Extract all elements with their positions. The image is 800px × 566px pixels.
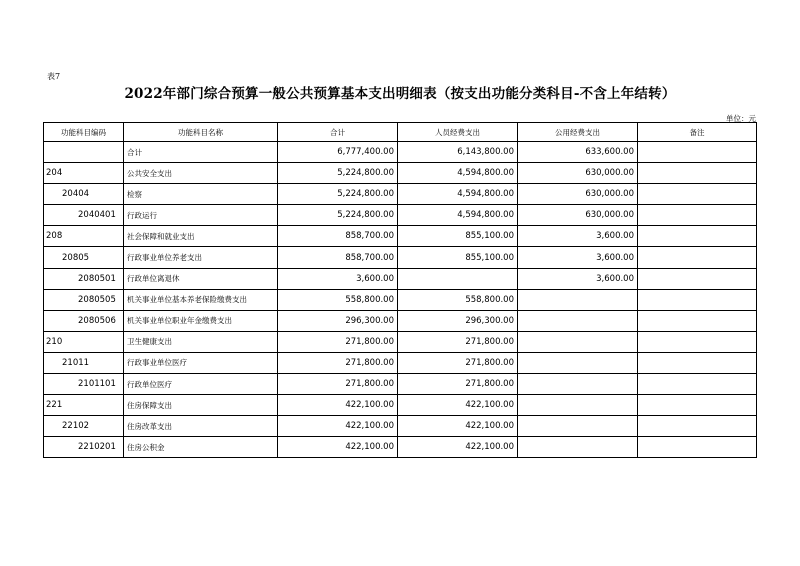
- row-total-cell: 271,800.00: [278, 331, 398, 352]
- row-total-cell: 296,300.00: [278, 310, 398, 331]
- table-row: [44, 437, 757, 458]
- row-public-cell: 3,600.00: [518, 226, 638, 247]
- row-code-cell: 221: [44, 395, 124, 416]
- header-total: 合计: [278, 123, 398, 142]
- row-name-cell: 行政单位医疗: [124, 374, 278, 395]
- row-note-cell: [638, 437, 757, 458]
- table-row: [44, 395, 757, 416]
- row-personnel-cell: [398, 268, 518, 289]
- table-row: [44, 331, 757, 352]
- row-note-cell: [638, 163, 757, 184]
- row-code-cell: 20404: [44, 184, 124, 205]
- row-total-cell: 3,600.00: [278, 268, 398, 289]
- row-name-cell: 住房改革支出: [124, 416, 278, 437]
- row-personnel-cell: 4,594,800.00: [398, 205, 518, 226]
- budget-table: [43, 122, 757, 458]
- table-row: [44, 289, 757, 310]
- table-row: [44, 374, 757, 395]
- row-name-cell: 检察: [124, 184, 278, 205]
- row-note-cell: [638, 205, 757, 226]
- row-note-cell: [638, 142, 757, 163]
- row-code-cell: 210: [44, 331, 124, 352]
- row-code-cell: 204: [44, 163, 124, 184]
- row-personnel-cell: 4,594,800.00: [398, 163, 518, 184]
- row-total-cell: 271,800.00: [278, 374, 398, 395]
- row-name-cell: 合计: [124, 142, 278, 163]
- row-name-cell: 机关事业单位职业年金缴费支出: [124, 310, 278, 331]
- header-public: 公用经费支出: [518, 123, 638, 142]
- row-note-cell: [638, 374, 757, 395]
- row-total-cell: 422,100.00: [278, 395, 398, 416]
- row-note-cell: [638, 416, 757, 437]
- row-public-cell: 633,600.00: [518, 142, 638, 163]
- table-row: [44, 352, 757, 373]
- table-row: [44, 163, 757, 184]
- row-note-cell: [638, 310, 757, 331]
- row-note-cell: [638, 247, 757, 268]
- table-row: [44, 310, 757, 331]
- row-code-cell: 22102: [44, 416, 124, 437]
- table-row: [44, 142, 757, 163]
- header-personnel: 人员经费支出: [398, 123, 518, 142]
- row-public-cell: [518, 289, 638, 310]
- row-public-cell: 630,000.00: [518, 184, 638, 205]
- row-public-cell: [518, 374, 638, 395]
- row-public-cell: [518, 395, 638, 416]
- row-note-cell: [638, 289, 757, 310]
- row-total-cell: 558,800.00: [278, 289, 398, 310]
- row-code-cell: 2080501: [44, 268, 124, 289]
- row-name-cell: 行政事业单位养老支出: [124, 247, 278, 268]
- row-name-cell: 社会保障和就业支出: [124, 226, 278, 247]
- row-public-cell: [518, 352, 638, 373]
- row-personnel-cell: 422,100.00: [398, 416, 518, 437]
- table-number-label: 表7: [47, 72, 61, 81]
- row-note-cell: [638, 395, 757, 416]
- table-header-row: [44, 123, 757, 142]
- row-personnel-cell: 855,100.00: [398, 226, 518, 247]
- header-code: 功能科目编码: [44, 123, 124, 142]
- row-personnel-cell: 558,800.00: [398, 289, 518, 310]
- header-name: 功能科目名称: [124, 123, 278, 142]
- row-note-cell: [638, 184, 757, 205]
- row-total-cell: 5,224,800.00: [278, 184, 398, 205]
- row-note-cell: [638, 352, 757, 373]
- row-personnel-cell: 271,800.00: [398, 374, 518, 395]
- row-total-cell: 6,777,400.00: [278, 142, 398, 163]
- row-personnel-cell: 4,594,800.00: [398, 184, 518, 205]
- header-note: 备注: [638, 123, 757, 142]
- row-note-cell: [638, 268, 757, 289]
- row-public-cell: [518, 310, 638, 331]
- row-name-cell: 行政单位离退休: [124, 268, 278, 289]
- row-personnel-cell: 422,100.00: [398, 437, 518, 458]
- row-public-cell: [518, 416, 638, 437]
- table-row: [44, 416, 757, 437]
- row-total-cell: 858,700.00: [278, 226, 398, 247]
- row-note-cell: [638, 331, 757, 352]
- row-total-cell: 5,224,800.00: [278, 163, 398, 184]
- row-public-cell: 3,600.00: [518, 268, 638, 289]
- row-total-cell: 5,224,800.00: [278, 205, 398, 226]
- row-code-cell: 21011: [44, 352, 124, 373]
- row-name-cell: 行政事业单位医疗: [124, 352, 278, 373]
- row-personnel-cell: 6,143,800.00: [398, 142, 518, 163]
- row-personnel-cell: 855,100.00: [398, 247, 518, 268]
- row-public-cell: [518, 331, 638, 352]
- row-total-cell: 422,100.00: [278, 437, 398, 458]
- row-note-cell: [638, 226, 757, 247]
- row-total-cell: 858,700.00: [278, 247, 398, 268]
- row-name-cell: 住房公积金: [124, 437, 278, 458]
- row-code-cell: 2080505: [44, 289, 124, 310]
- row-code-cell: 2210201: [44, 437, 124, 458]
- row-total-cell: 422,100.00: [278, 416, 398, 437]
- row-personnel-cell: 271,800.00: [398, 352, 518, 373]
- document-title: 2022年部门综合预算一般公共预算基本支出明细表（按支出功能分类科目-不含上年结转）: [124, 86, 676, 102]
- row-personnel-cell: 271,800.00: [398, 331, 518, 352]
- table-body: [44, 142, 757, 458]
- row-personnel-cell: 422,100.00: [398, 395, 518, 416]
- table-row: [44, 247, 757, 268]
- row-code-cell: 2080506: [44, 310, 124, 331]
- table-row: [44, 184, 757, 205]
- row-code-cell: 2101101: [44, 374, 124, 395]
- row-personnel-cell: 296,300.00: [398, 310, 518, 331]
- row-code-cell: 2040401: [44, 205, 124, 226]
- row-public-cell: 630,000.00: [518, 205, 638, 226]
- row-name-cell: 公共安全支出: [124, 163, 278, 184]
- table-row: [44, 268, 757, 289]
- row-code-cell: 208: [44, 226, 124, 247]
- row-public-cell: 3,600.00: [518, 247, 638, 268]
- row-code-cell: [44, 142, 124, 163]
- row-public-cell: [518, 437, 638, 458]
- row-name-cell: 住房保障支出: [124, 395, 278, 416]
- row-name-cell: 卫生健康支出: [124, 331, 278, 352]
- table-row: [44, 205, 757, 226]
- row-code-cell: 20805: [44, 247, 124, 268]
- row-name-cell: 行政运行: [124, 205, 278, 226]
- unit-label: 单位：元: [726, 114, 756, 123]
- table-row: [44, 226, 757, 247]
- row-total-cell: 271,800.00: [278, 352, 398, 373]
- row-public-cell: 630,000.00: [518, 163, 638, 184]
- row-name-cell: 机关事业单位基本养老保险缴费支出: [124, 289, 278, 310]
